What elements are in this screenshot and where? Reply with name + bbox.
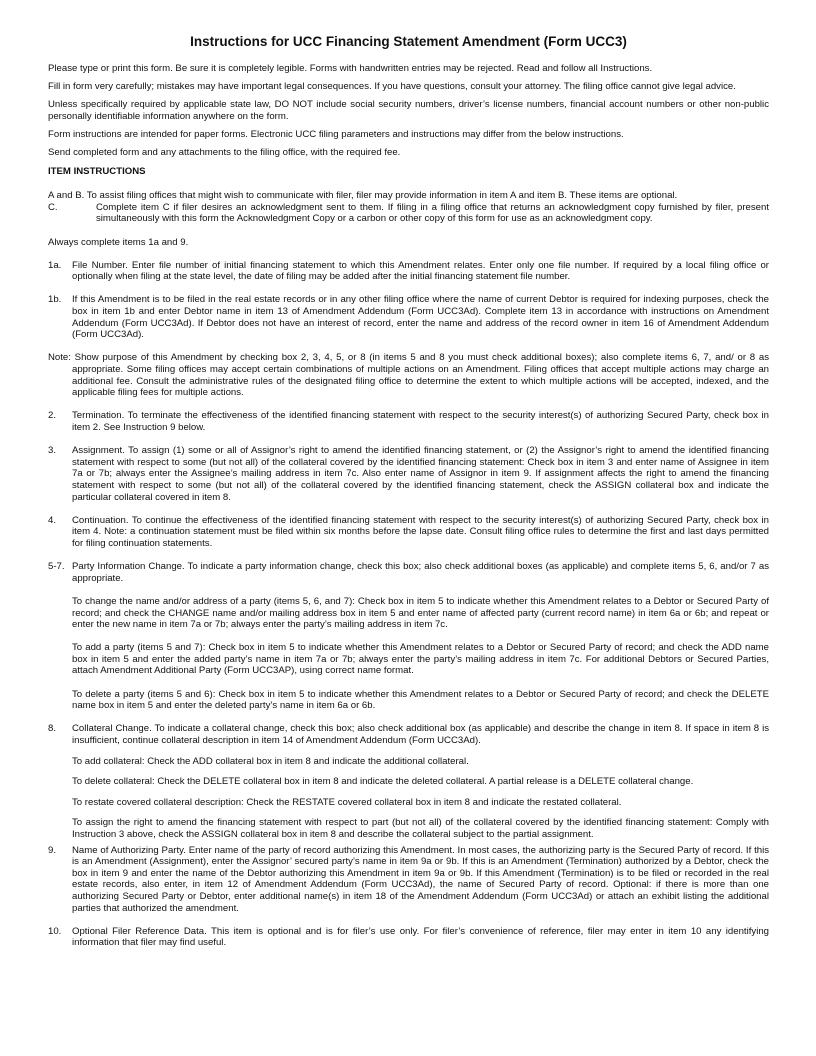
- item-text: Optional Filer Reference Data. This item is optional and is for filer’s use only. For filer’s convenience of reference, filer may enter in item 10 any identifying information that filer may find useful.: [72, 925, 769, 949]
- item-number: 4.: [48, 514, 57, 526]
- delete-collateral-text: To delete collateral: Check the DELETE collateral box in item 8 and indicate the deleted collateral. A partial release is a DELETE collateral change.: [72, 776, 694, 788]
- page-title: Instructions for UCC Financing Statement Amendment (Form UCC3): [190, 34, 627, 49]
- assign-collateral-text: To assign the right to amend the financing statement with respect to part (but not all) of the collateral covered by the identified financing statement: Comply with Instruction 3 above, check the ASSIGN collateral box in item 8 and describe the collateral subject to the partial assignment.: [72, 817, 769, 840]
- item-number: 8.: [48, 723, 57, 735]
- instruction-5-7: [48, 561, 769, 584]
- item-number: 1b.: [48, 294, 62, 306]
- instruction-1a: [48, 260, 769, 283]
- intro-paragraph: Form instructions are intended for paper forms. Electronic UCC filing parameters and instructions may differ from the below instructions.: [48, 129, 624, 141]
- instruction-2: [48, 410, 769, 433]
- item-number: 1a.: [48, 259, 62, 271]
- item-text: Name of Authorizing Party. Enter name of the party of record authorizing this Amendment. In most cases, the authorizing party is the Secured Party of record. If this is an Amendment (Assignment), enter the Assignor’ secured party’s name in item 9a or 9b. If this is an Amendment (Termination) authorized by a Debtor, check the box in item 9 and enter the name of the Debtor authorizing this Amendment in item 9a or 9b. If this Amendment (Termination) is to be filed or recorded in the real estate records, also enter, in item 12 of Amendment Addendum (Form UCC3Ad), the name of Secured Party of record. Optional: if there is more than one authorizing Secured Party or Debtor, enter additional name(s) in item 18 of the Amendment Addendum (Form UCC3Ad) or attach an exhibit listing the additional parties that authorized the amendment.: [72, 844, 769, 914]
- instruction-8: [48, 723, 769, 746]
- instruction-c: [48, 202, 769, 225]
- intro-paragraph: Fill in form very carefully; mistakes may have important legal consequences. If you have questions, consult your attorney. The filing office cannot give legal advice.: [48, 81, 736, 93]
- instruction-4: [48, 515, 769, 550]
- item-number: 5-7.: [48, 561, 65, 573]
- item-number: 3.: [48, 445, 57, 457]
- instruction-1b: [48, 294, 769, 340]
- instruction-ab: A and B. To assist filing offices that might wish to communicate with filer, filer may provide information in item A and item B. These items are optional.: [48, 190, 678, 202]
- instruction-note: [48, 352, 769, 398]
- always-complete-note: Always complete items 1a and 9.: [48, 236, 189, 248]
- instruction-3: [48, 445, 769, 503]
- item-text: Party Information Change. To indicate a party information change, check this box; also check additional boxes (as applicable) and complete items 5, 6, and/or 7 as appropriate.: [72, 561, 769, 584]
- item-text: Continuation. To continue the effectiveness of the identified financing statement with respect to the security interest(s) of authorizing Secured Party, check box in item 4. Note: a continuation statement must be filed within six months before the lapse date. Consult filing office rules to determine the first and last days permitted for filing continuation statements.: [72, 514, 769, 549]
- instruction-9: [48, 845, 769, 915]
- item-text: Termination. To terminate the effectiveness of the identified financing statement with respect to the security interest(s) of authorizing Secured Party, check box in item 2. See Instruction 9 below.: [72, 410, 769, 433]
- intro-paragraph: Unless specifically required by applicable state law, DO NOT include social security numbers, driver’s license numbers, financial account numbers or other non-public personally identifiable information anywhere on the form.: [48, 99, 769, 122]
- add-collateral-text: To add collateral: Check the ADD collateral box in item 8 and indicate the additional collateral.: [72, 755, 469, 767]
- instruction-10: [48, 926, 769, 949]
- item-number: 10.: [48, 925, 62, 937]
- intro-paragraph: Send completed form and any attachments to the filing office, with the required fee.: [48, 147, 401, 159]
- item-number: 9.: [48, 844, 57, 856]
- change-party-text: To change the name and/or address of a party (items 5, 6, and 7): Check box in item 5 to indicate whether this Amendment relates to a Debtor or Secured Party of record; and check the CHANGE name and/or mailing address box in item 5 and enter name of affected party (current record name) in item 6a or 6b; and repeat or enter the new name in item 7a or 7b; always enter the party’s mailing address in item 7c.: [72, 595, 769, 631]
- intro-paragraph: Please type or print this form. Be sure it is completely legible. Forms with handwritten entries may be rejected. Read and follow all Instructions.: [48, 63, 653, 74]
- item-number: 2.: [48, 410, 57, 422]
- item-text: Assignment. To assign (1) some or all of Assignor’s right to amend the identified financing statement, or (2) the Assignor’s right to amend the identified financing statement with respect to some (but not all) of the collateral covered by the identified financing statement: Check box in item 3 and enter name of Assignee in item 7a or 7b; always enter the Assignee’s mailing address in item 7c. Also enter name of Assignor in item 9. If assignment affects the right to amend the financing statement with respect to some (but not all) of the collateral covered by the identified financing statement, check the ASSIGN collateral box and indicate the particular collateral covered in item 8.: [72, 445, 769, 503]
- note-text: Note: Show purpose of this Amendment by checking box 2, 3, 4, 5, or 8 (in items 5 and 8 you must check additional boxes); also complete items 6, 7, and/ or 8 as appropriate. Some filing offices may accept certain combinations of multiple actions on an Amendment. Filing offices that accept multiple actions may charge an additional fee. Consult the administrative rules of the designated filing office to determine the extent to which multiple actions will be accepted, indexed, and the applicable filing fees for multiple actions.: [48, 352, 769, 399]
- delete-party-text: To delete a party (items 5 and 6): Check box in item 5 to indicate whether this Amendment relates to a Debtor or Secured Party of record; and check the DELETE name box in item 5 and enter the deleted party’s name in item 6a or 6b.: [72, 688, 769, 712]
- item-number: C.: [48, 201, 58, 213]
- add-party-text: To add a party (items 5 and 7): Check box in item 5 to indicate whether this Amendment relates to a Debtor or Secured Party of record; and check the ADD name box in item 5 and enter the added party’s name in item 7a or 7b; always enter the party’s mailing address in item 7c. For additional Debtors or Secured Parties, attach Amendment Additional Party (Form UCC3AP), using correct name format.: [72, 642, 769, 677]
- item-text: If this Amendment is to be filed in the real estate records or in any other filing office where the name of current Debtor is required for indexing purposes, check the box in item 1b and enter Debtor name in item 13 of Amendment Addendum (Form UCC3Ad). Complete item 13 in accordance with instructions on Amendment Addendum (Form UCC3Ad). If Debtor does not have an interest of record, enter the name and address of the record owner in item 16 of Amendment Addendum (Form UCC3Ad).: [72, 294, 769, 341]
- item-text: Complete item C if filer desires an acknowledgment sent to them. If filing in a filing office that returns an acknowledgment copy furnished by filer, present simultaneously with this form the Acknowledgment Copy or a carbon or other copy of this form for use as an acknowledgment copy.: [96, 201, 769, 225]
- restate-collateral-text: To restate covered collateral description: Check the RESTATE covered collateral box in item 8 and indicate the restated collateral.: [72, 796, 622, 808]
- item-instructions-heading: ITEM INSTRUCTIONS: [48, 165, 146, 177]
- item-text: Collateral Change. To indicate a collateral change, check this box; also check additional box (as applicable) and describe the change in item 8. If space in item 8 is insufficient, continue collateral description in item 14 of Amendment Addendum (Form UCC3Ad).: [72, 723, 769, 747]
- intro-section: [48, 63, 769, 159]
- item-text: File Number. Enter file number of initial financing statement to which this Amendment relates. Enter only one file number. If required by a local filing office or optionally when filing at the state level, the date of filing may be added after the initial financing statement file number.: [72, 259, 769, 283]
